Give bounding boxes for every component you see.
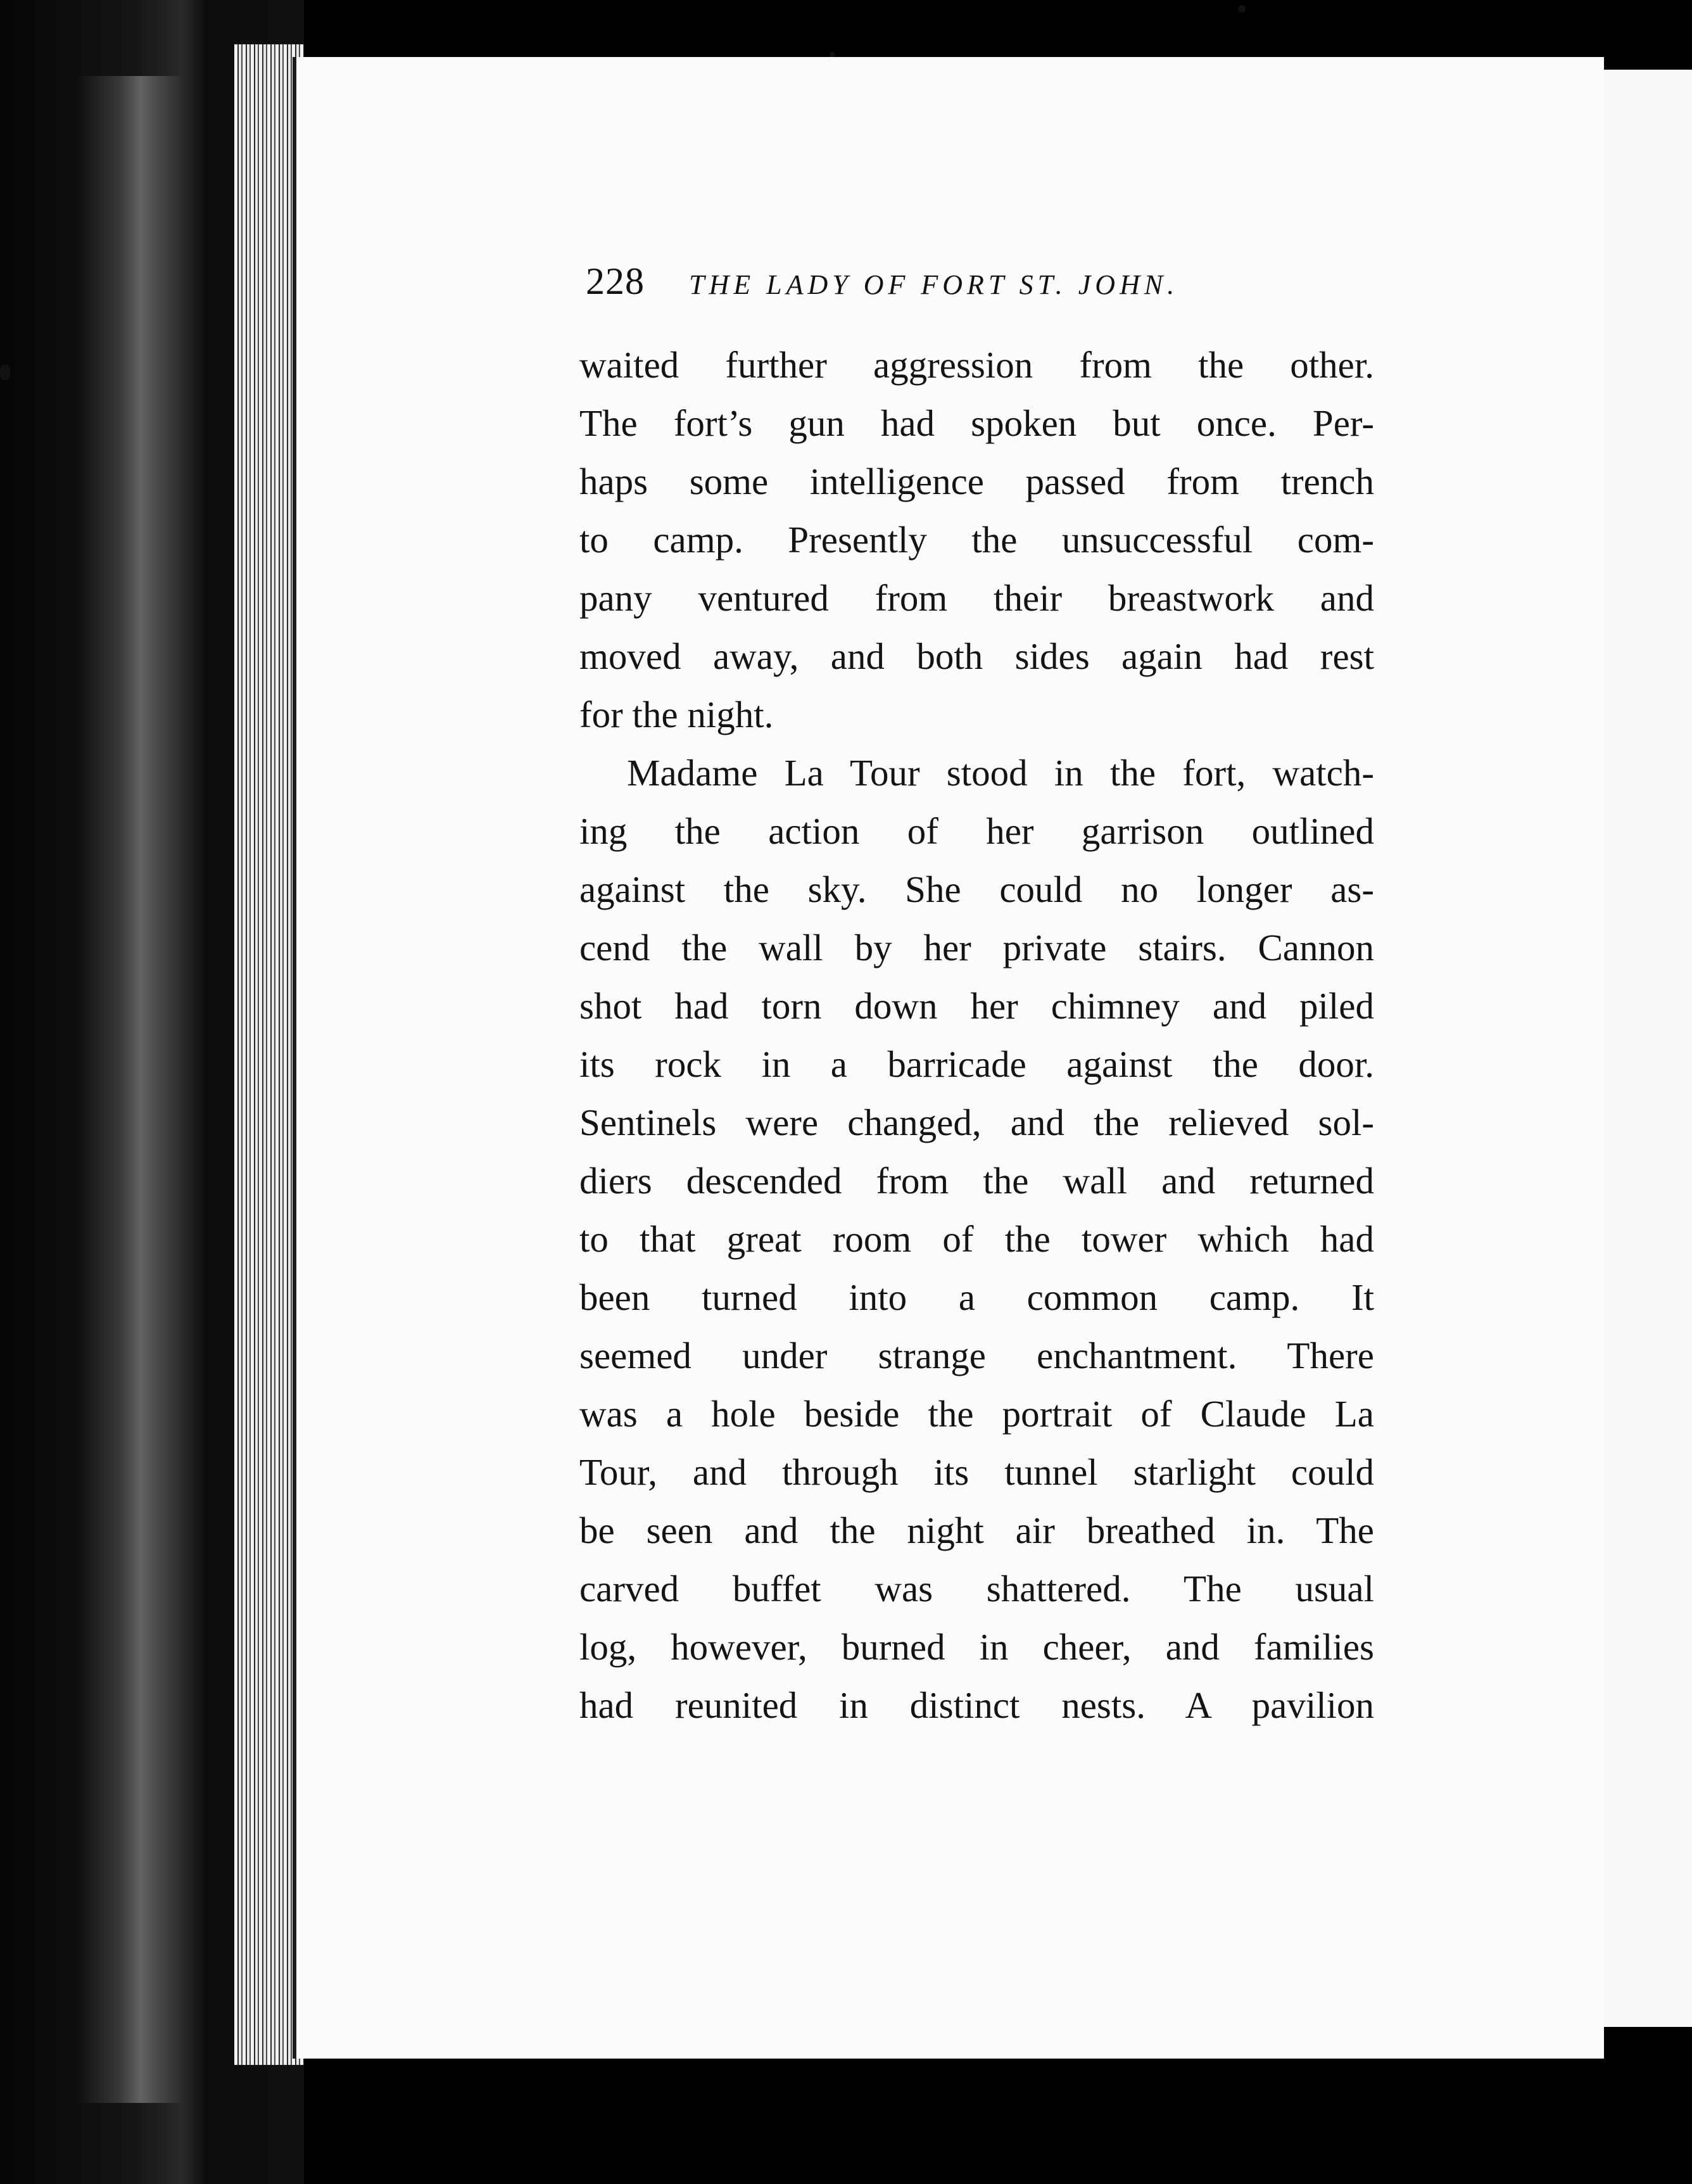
text-line: to that great room of the tower which had	[579, 1218, 1374, 1260]
paragraph	[579, 744, 1374, 1734]
text-line: Madame La Tour stood in the fort, watch-	[627, 752, 1374, 794]
running-title: THE LADY OF FORT ST. JOHN.	[689, 269, 1179, 300]
text-line: waited further aggression from the other.	[579, 344, 1374, 386]
page-number: 228	[586, 260, 645, 302]
text-line: had reunited in distinct nests. A pavilion	[579, 1684, 1374, 1726]
scan-speck	[1238, 5, 1246, 13]
scan-speck	[0, 364, 10, 381]
text-line: diers descended from the wall and returned	[579, 1160, 1374, 1202]
text-line: against the sky. She could no longer as-	[579, 868, 1374, 910]
text-line: its rock in a barricade against the door.	[579, 1043, 1374, 1085]
facing-page	[1596, 70, 1692, 2027]
text-line: shot had torn down her chimney and piled	[579, 985, 1374, 1027]
text-line: pany ventured from their breastwork and	[579, 577, 1374, 619]
text-line: carved buffet was shattered. The usual	[579, 1568, 1374, 1609]
text-line: The fort’s gun had spoken but once. Per-	[579, 402, 1374, 444]
running-head	[586, 260, 1301, 310]
text-line: for the night.	[579, 694, 774, 735]
text-line: cend the wall by her private stairs. Cannon	[579, 927, 1374, 968]
paragraph	[579, 336, 1374, 744]
gutter-sheen	[76, 76, 184, 2103]
text-line: be seen and the night air breathed in. The	[579, 1509, 1374, 1551]
text-line: log, however, burned in cheer, and families	[579, 1626, 1374, 1668]
text-line: Sentinels were changed, and the relieved sol-	[579, 1102, 1374, 1143]
text-line: ing the action of her garrison outlined	[579, 810, 1374, 852]
text-line: haps some intelligence passed from trench	[579, 460, 1374, 502]
text-line: Tour, and through its tunnel starlight could	[579, 1451, 1374, 1493]
text-line: was a hole beside the portrait of Claude La	[579, 1393, 1374, 1435]
text-line: been turned into a common camp. It	[579, 1276, 1374, 1318]
text-line: seemed under strange enchantment. There	[579, 1335, 1374, 1376]
text-line: to camp. Presently the unsuccessful com-	[579, 519, 1374, 561]
body-text	[579, 336, 1374, 1734]
text-line: moved away, and both sides again had rest	[579, 635, 1374, 677]
